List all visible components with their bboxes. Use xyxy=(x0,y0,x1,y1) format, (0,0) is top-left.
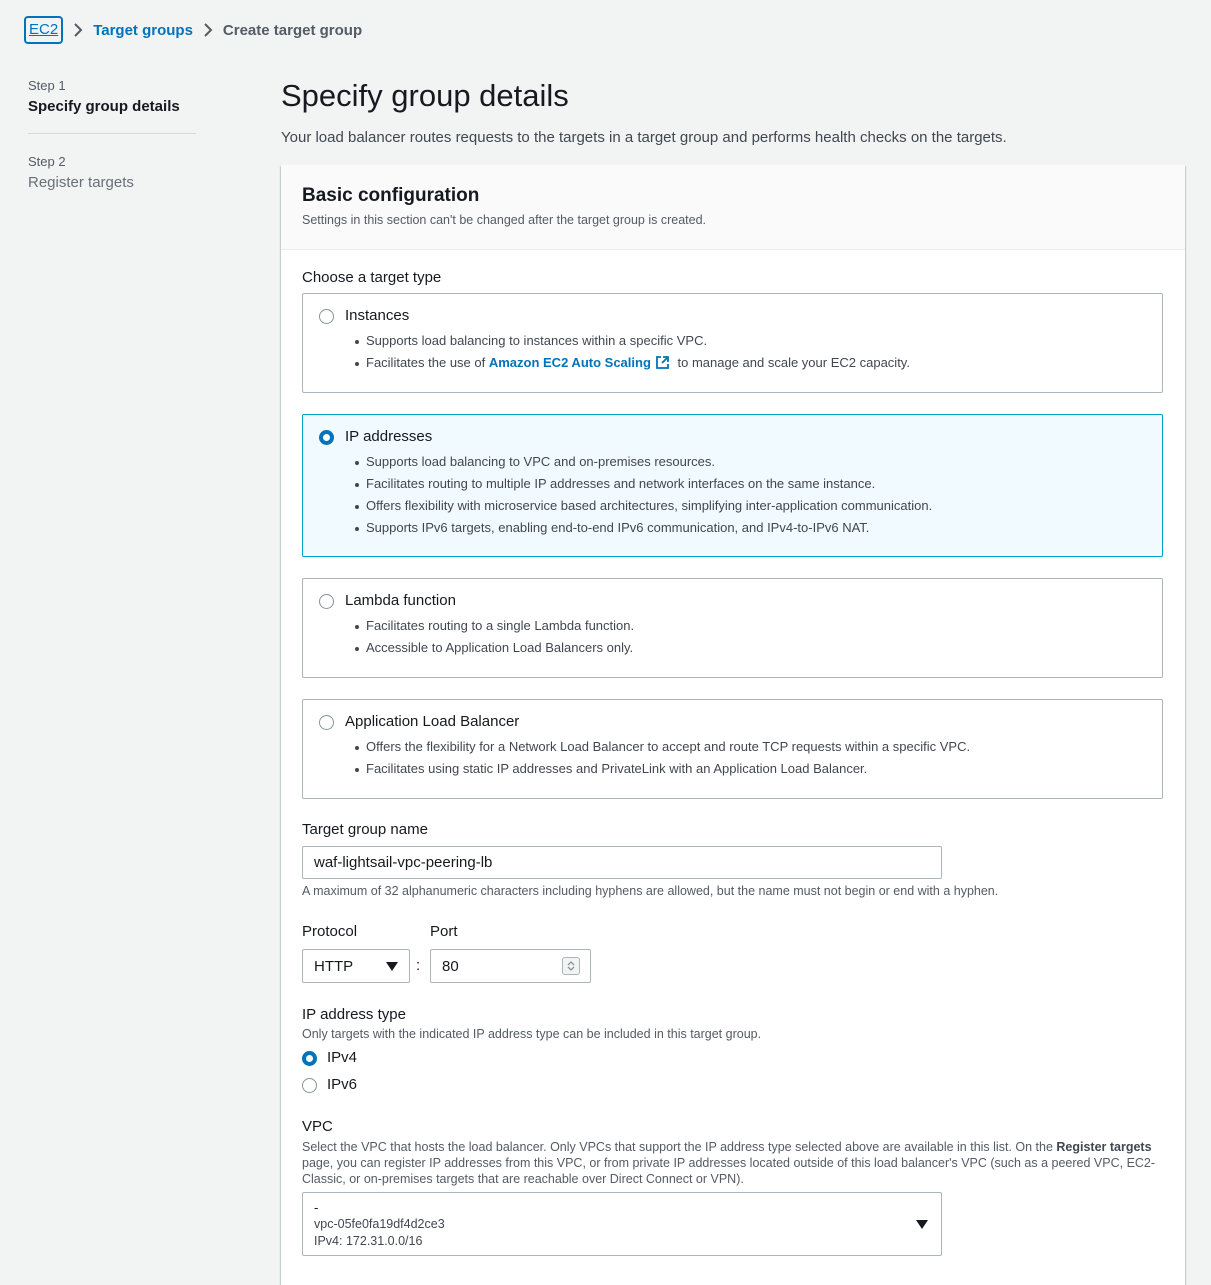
list-item: Facilitates routing to a single Lambda function. xyxy=(355,615,634,637)
panel-title: Basic configuration xyxy=(302,185,480,206)
list-item-text: Facilitates the use of xyxy=(366,355,489,370)
protocol-label: Protocol xyxy=(302,923,358,940)
caret-down-icon xyxy=(916,1220,928,1229)
lambda-radio[interactable] xyxy=(319,594,334,609)
list-item: Accessible to Application Load Balancers only. xyxy=(355,637,634,659)
instances-radio[interactable] xyxy=(319,309,334,324)
protocol-select[interactable] xyxy=(302,949,410,983)
breadcrumb-current: Create target group xyxy=(222,21,363,39)
list-item: Facilitates routing to multiple IP addresses and network interfaces on the same instance. xyxy=(355,473,932,495)
stepper-icon[interactable] xyxy=(562,957,580,975)
list-item: Offers the flexibility for a Network Load Balancer to accept and route TCP requests within a specific VPC. xyxy=(355,736,970,758)
instances-title: Instances xyxy=(345,307,410,324)
vpc-select[interactable] xyxy=(302,1192,942,1256)
target-group-name-hint: A maximum of 32 alphanumeric characters including hyphens are allowed, but the name must not begin or end with a hyphen. xyxy=(302,884,999,898)
target-group-name-label: Target group name xyxy=(302,821,428,838)
vpc-label: VPC xyxy=(302,1118,333,1135)
ipv6-radio[interactable] xyxy=(302,1078,317,1093)
ec2-auto-scaling-link[interactable]: Amazon EC2 Auto Scaling xyxy=(488,355,651,370)
ipv4-radio[interactable] xyxy=(302,1051,317,1066)
ip-address-type-hint: Only targets with the indicated IP address type can be included in this target group. xyxy=(302,1027,762,1041)
step-2-title[interactable]: Register targets xyxy=(28,174,134,191)
port-separator: : xyxy=(416,957,421,974)
ipv6-label[interactable]: IPv6 xyxy=(327,1076,358,1093)
page-title: Specify group details xyxy=(281,78,569,113)
ip-addresses-title: IP addresses xyxy=(345,428,433,445)
ip-addresses-bullets xyxy=(355,451,932,539)
target-type-instances-card[interactable] xyxy=(302,293,1163,393)
list-item: Supports IPv6 targets, enabling end-to-end IPv6 communication, and IPv4-to-IPv6 NAT. xyxy=(355,517,932,539)
target-type-ip-addresses-card[interactable] xyxy=(302,414,1163,557)
panel-subtitle: Settings in this section can't be changed after the target group is created. xyxy=(302,213,707,227)
chevron-right-icon xyxy=(63,23,93,37)
port-input[interactable] xyxy=(430,949,591,983)
port-label: Port xyxy=(430,923,458,940)
register-targets-bold: Register targets xyxy=(1056,1140,1152,1154)
page-description: Your load balancer routes requests to the targets in a target group and performs health checks on the targets. xyxy=(281,129,1007,146)
step-1-title: Specify group details xyxy=(28,98,180,115)
list-item: Facilitates using static IP addresses and PrivateLink with an Application Load Balancer. xyxy=(355,758,970,780)
vpc-id: vpc-05fe0fa19df4d2ce3 xyxy=(314,1216,445,1231)
list-item xyxy=(355,352,910,374)
vpc-description-text: Select the VPC that hosts the load balancer. Only VPCs that support the IP address type selected above are available in this list. On the xyxy=(302,1140,1057,1154)
alb-title: Application Load Balancer xyxy=(345,713,520,730)
ipv4-label[interactable]: IPv4 xyxy=(327,1049,358,1066)
basic-configuration-panel xyxy=(281,165,1185,1285)
list-item: Supports load balancing to instances within a specific VPC. xyxy=(355,330,910,352)
caret-down-icon xyxy=(386,962,398,971)
protocol-value: HTTP xyxy=(314,957,354,975)
target-type-label: Choose a target type xyxy=(302,269,442,286)
chevron-right-icon xyxy=(193,23,223,37)
step-1-number: Step 1 xyxy=(28,78,66,93)
list-item: Supports load balancing to VPC and on-premises resources. xyxy=(355,451,932,473)
panel-header xyxy=(281,165,1185,250)
ip-address-type-label: IP address type xyxy=(302,1006,406,1023)
port-value: 80 xyxy=(442,957,459,975)
step-2-number: Step 2 xyxy=(28,154,66,169)
vpc-name: - xyxy=(314,1199,319,1215)
step-divider xyxy=(28,133,196,134)
list-item-text: to manage and scale your EC2 capacity. xyxy=(673,355,910,370)
target-type-lambda-card[interactable] xyxy=(302,578,1163,678)
ip-addresses-radio[interactable] xyxy=(319,430,334,445)
vpc-description-text: page, you can register IP addresses from this VPC, or from private IP addresses located outside of this load balancer's VPC (such as a peered VPC, EC2-Classic, or on-premises targets that are reachable over Direct Connect or VPN). xyxy=(302,1156,1156,1186)
lambda-bullets xyxy=(355,615,634,659)
alb-radio[interactable] xyxy=(319,715,334,730)
external-link-icon[interactable] xyxy=(655,355,670,377)
breadcrumb-ec2-link[interactable]: EC2 xyxy=(24,16,63,44)
lambda-title: Lambda function xyxy=(345,592,456,609)
vpc-cidr: IPv4: 172.31.0.0/16 xyxy=(314,1233,423,1248)
instances-bullets xyxy=(355,330,910,374)
alb-bullets xyxy=(355,736,970,780)
breadcrumb xyxy=(24,14,362,46)
target-group-name-input[interactable]: waf-lightsail-vpc-peering-lb xyxy=(302,846,942,879)
target-type-alb-card[interactable] xyxy=(302,699,1163,799)
wizard-steps xyxy=(28,78,196,191)
list-item: Offers flexibility with microservice based architectures, simplifying inter-application communication. xyxy=(355,495,932,517)
vpc-description xyxy=(302,1139,1162,1187)
breadcrumb-target-groups-link[interactable]: Target groups xyxy=(93,21,193,39)
